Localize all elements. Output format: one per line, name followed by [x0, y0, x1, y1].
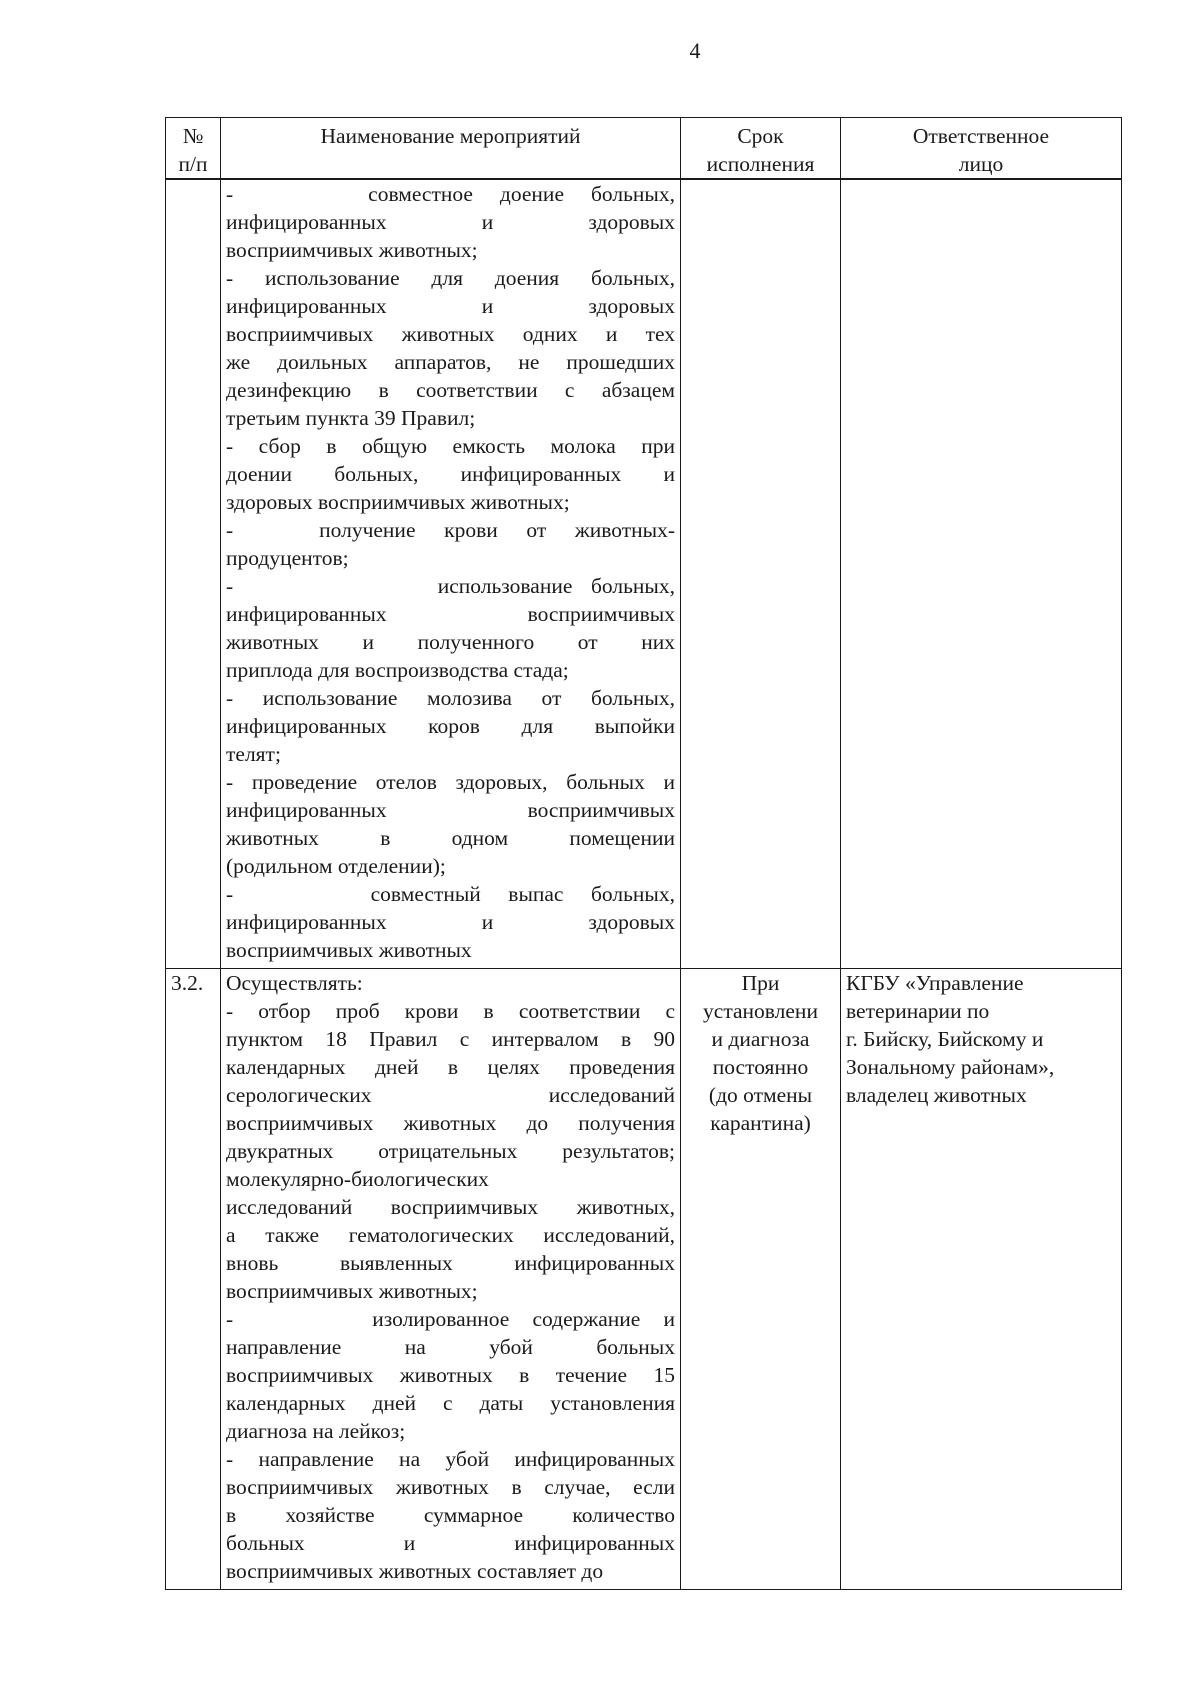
text-line: - изолированное содержание и: [226, 1307, 675, 1331]
header-deadline: Срок исполнения: [681, 118, 841, 180]
text-line: восприимчивых животных в случае, если: [226, 1475, 675, 1499]
text-line: доении больных, инфицированных и: [226, 462, 675, 486]
text-line: Зональному районам»,: [846, 1055, 1055, 1079]
text-line: диагноза на лейкоз;: [226, 1419, 406, 1443]
text-line: больных и инфицированных: [226, 1531, 675, 1555]
text-line: восприимчивых животных одних и тех: [226, 322, 675, 346]
table-row: [166, 969, 1122, 1590]
text-line: - использование больных,: [226, 574, 675, 598]
text-line: инфицированных и здоровых: [226, 210, 675, 234]
text-line: (до отмены: [708, 1083, 813, 1107]
responsible-cell: [841, 969, 1122, 1590]
header-measure-name: Наименование мероприятий: [221, 118, 681, 180]
text-line: - получение крови от животных-: [226, 518, 675, 542]
text-line: инфицированных коров для выпойки: [226, 714, 675, 738]
text-line: направление на убой больных: [226, 1335, 675, 1359]
measure-text: [221, 179, 681, 969]
text-line: г. Бийску, Бийскому и: [846, 1027, 1044, 1051]
text-line: серологических исследований: [226, 1083, 675, 1107]
text-line: приплода для воспроизводства стада;: [226, 658, 569, 682]
text-line: а также гематологических исследований,: [226, 1223, 675, 1247]
row-number: 3.2.: [166, 969, 221, 1590]
text-line: восприимчивых животных до получения: [226, 1111, 675, 1135]
text-line: животных и полученного от них: [226, 630, 675, 654]
text-line: При: [741, 971, 780, 995]
text-line: ветеринарии по: [846, 999, 990, 1023]
text-line: постоянно: [712, 1055, 809, 1079]
responsible-cell: [841, 179, 1122, 969]
text-line: КГБУ «Управление: [846, 971, 1024, 995]
text-line: здоровых восприимчивых животных;: [226, 490, 570, 514]
text-line: животных в одном помещении: [226, 826, 675, 850]
text-line: двукратных отрицательных результатов;: [226, 1139, 675, 1163]
text-line: - совместное доение больных,: [226, 182, 675, 206]
text-line: молекулярно-биологических: [226, 1167, 489, 1191]
text-line: телят;: [226, 742, 281, 766]
text-line: - проведение отелов здоровых, больных и: [226, 770, 675, 794]
text-line: инфицированных восприимчивых: [226, 602, 675, 626]
text-line: вновь выявленных инфицированных: [226, 1251, 675, 1275]
text-line: карантина): [710, 1111, 811, 1135]
text-line: восприимчивых животных;: [226, 1279, 478, 1303]
text-line: календарных дней с даты установления: [226, 1391, 675, 1415]
text-line: продуцентов;: [226, 546, 349, 570]
text-line: - направление на убой инфицированных: [226, 1447, 675, 1471]
page-number: 4: [689, 38, 701, 63]
text-line: восприимчивых животных в течение 15: [226, 1363, 675, 1387]
table-header-row: [166, 118, 1122, 180]
text-line: - отбор проб крови в соответствии с: [226, 999, 675, 1023]
text-line: - сбор в общую емкость молока при: [226, 434, 675, 458]
text-line: же доильных аппаратов, не прошедших: [226, 350, 675, 374]
text-line: и диагноза: [711, 1027, 810, 1051]
text-line: инфицированных восприимчивых: [226, 798, 675, 822]
text-line: Осуществлять:: [226, 971, 363, 995]
text-line: - использование молозива от больных,: [226, 686, 675, 710]
deadline-cell: [681, 179, 841, 969]
text-line: установлени: [703, 999, 818, 1023]
text-line: дезинфекцию в соответствии с абзацем: [226, 378, 675, 402]
measures-table: [165, 117, 1122, 1590]
text-line: восприимчивых животных составляет до: [226, 1559, 604, 1583]
text-line: третьим пункта 39 Правил;: [226, 406, 476, 430]
text-line: (родильном отделении);: [226, 854, 446, 878]
row-number: [166, 179, 221, 969]
text-line: восприимчивых животных: [226, 938, 472, 962]
measure-text: [221, 969, 681, 1590]
text-line: в хозяйстве суммарное количество: [226, 1503, 675, 1527]
text-line: владелец животных: [846, 1083, 1027, 1107]
text-line: календарных дней в целях проведения: [226, 1055, 675, 1079]
header-number: № п/п: [166, 118, 221, 180]
text-line: - совместный выпас больных,: [226, 882, 675, 906]
text-line: пунктом 18 Правил с интервалом в 90: [226, 1027, 675, 1051]
deadline-cell: [681, 969, 841, 1590]
text-line: - использование для доения больных,: [226, 266, 675, 290]
header-responsible: Ответственное лицо: [841, 118, 1122, 180]
text-line: восприимчивых животных;: [226, 238, 478, 262]
table-row: [166, 179, 1122, 969]
text-line: инфицированных и здоровых: [226, 910, 675, 934]
text-line: исследований восприимчивых животных,: [226, 1195, 675, 1219]
text-line: инфицированных и здоровых: [226, 294, 675, 318]
